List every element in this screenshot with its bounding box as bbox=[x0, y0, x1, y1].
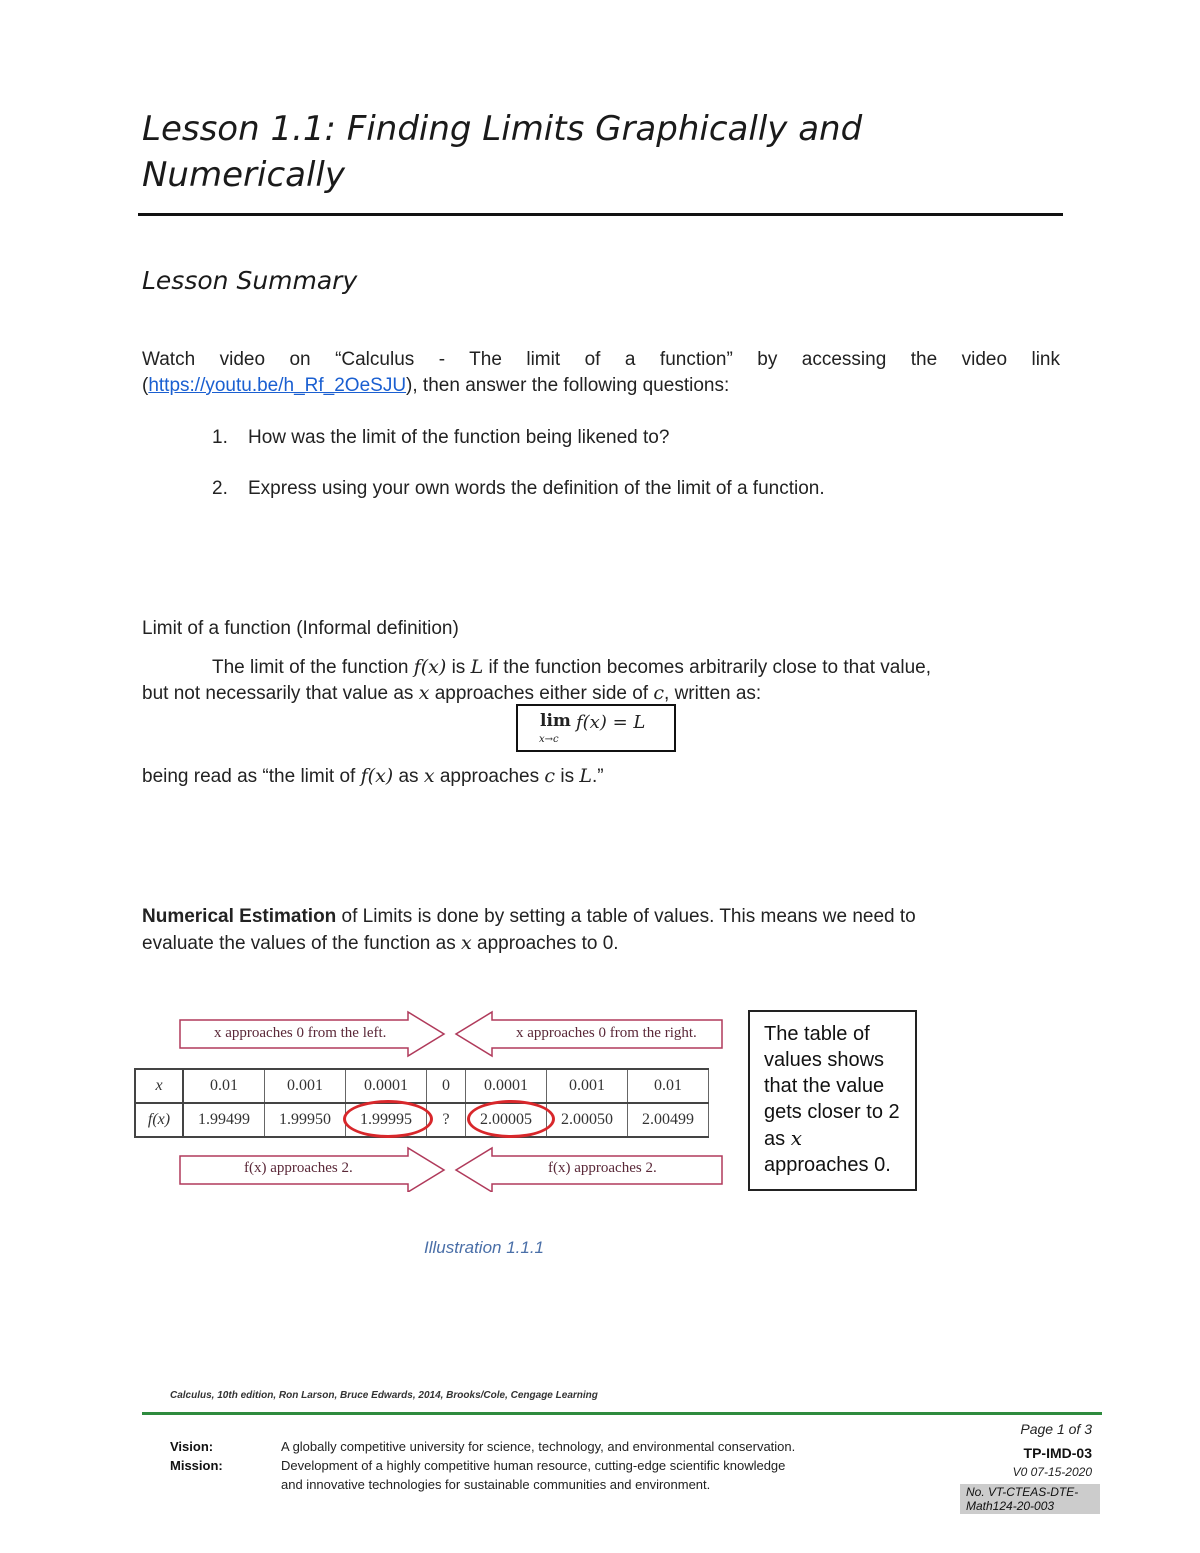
numerical-line-2 bbox=[142, 930, 619, 957]
label-left-approach: x approaches 0 from the left. bbox=[214, 1025, 387, 1041]
definition-line-2 bbox=[142, 680, 1062, 707]
read-as-line bbox=[142, 763, 604, 790]
mission-text-2: and innovative technologies for sustainable communities and environment. bbox=[281, 1477, 711, 1492]
lim-operator: lim bbox=[540, 711, 571, 731]
question-number: 2. bbox=[212, 478, 228, 499]
table-cell: 1.99499 bbox=[183, 1103, 265, 1137]
table-note-box bbox=[748, 1010, 917, 1191]
def-text: if the function becomes arbitrarily close to that value, bbox=[483, 657, 931, 678]
intro-paragraph bbox=[142, 347, 1060, 399]
highlight-circle-left bbox=[343, 1100, 433, 1138]
math-c: c bbox=[544, 765, 556, 787]
numerical-text: of Limits is done by setting a table of values. This means we need to bbox=[336, 906, 916, 927]
table-cell: 1.99995 bbox=[346, 1103, 427, 1137]
read-text: approaches bbox=[434, 766, 545, 787]
def-text: The limit of the function bbox=[212, 657, 414, 678]
definition-line-1 bbox=[212, 654, 1062, 681]
question-text: How was the limit of the function being likened to? bbox=[248, 427, 670, 448]
note-text: The table of values shows that the value gets closer to 2 as bbox=[764, 1023, 900, 1150]
table-cell: 0.0001 bbox=[466, 1069, 547, 1103]
row-label-fx: f(x) bbox=[135, 1103, 183, 1137]
math-fx: f(x) bbox=[413, 656, 447, 678]
vision-text: A globally competitive university for science, technology, and environmental conservation. bbox=[281, 1439, 796, 1454]
highlight-circle-right bbox=[467, 1100, 555, 1138]
title-line-1: Lesson 1.1: Finding Limits Graphically and bbox=[142, 109, 863, 149]
read-text: as bbox=[393, 766, 424, 787]
math-x: x bbox=[461, 932, 472, 954]
intro-line-1: Watch video on “Calculus - The limit of a function” by accessing the video link bbox=[142, 349, 1060, 370]
table-cell: 2.00499 bbox=[628, 1103, 709, 1137]
vision-mission-text bbox=[281, 1437, 921, 1494]
table-cell: 0 bbox=[427, 1069, 466, 1103]
title-line-2: Numerically bbox=[142, 155, 345, 195]
def-text: , written as: bbox=[664, 683, 762, 704]
label-right-approach: x approaches 0 from the right. bbox=[516, 1025, 697, 1041]
table-cell: 0.01 bbox=[628, 1069, 709, 1103]
math-x: x bbox=[790, 1126, 802, 1150]
question-2 bbox=[212, 476, 825, 502]
question-1 bbox=[212, 425, 669, 451]
intro-paren: ( bbox=[142, 375, 149, 396]
illustration-caption: Illustration 1.1.1 bbox=[424, 1238, 545, 1257]
math-L: L bbox=[470, 656, 484, 678]
video-link[interactable]: https://youtu.be/h_Rf_2OeSJU bbox=[148, 375, 407, 396]
doc-number-line-2: Math124-20-003 bbox=[966, 1499, 1055, 1513]
numerical-estimation-term: Numerical Estimation bbox=[142, 906, 337, 927]
def-text: is bbox=[446, 657, 471, 678]
intro-line-2: ), then answer the following questions: bbox=[406, 375, 730, 396]
table-cell: 2.00050 bbox=[547, 1103, 628, 1137]
table-cell: 0.01 bbox=[183, 1069, 265, 1103]
read-text: is bbox=[555, 766, 580, 787]
table-cell: 1.99950 bbox=[265, 1103, 346, 1137]
math-L: L bbox=[579, 765, 592, 787]
page-title bbox=[142, 106, 1062, 198]
footer-divider bbox=[142, 1412, 1102, 1415]
limit-formula-box bbox=[516, 704, 676, 752]
def-text: but not necessarily that value as bbox=[142, 683, 419, 704]
math-c: c bbox=[653, 682, 665, 704]
lim-expression: f(x) = L bbox=[576, 712, 646, 733]
read-text: being read as “the limit of bbox=[142, 766, 361, 787]
lim-subscript: x→c bbox=[539, 734, 559, 745]
math-fx: f(x) bbox=[360, 765, 394, 787]
mission-text-1: Development of a highly competitive human resource, cutting-edge scientific knowledge bbox=[281, 1458, 786, 1473]
version-date: V0 07-15-2020 bbox=[1012, 1465, 1092, 1479]
page-number: Page 1 of 3 bbox=[1020, 1421, 1092, 1437]
table-cell: 0.001 bbox=[547, 1069, 628, 1103]
numerical-text: approaches to 0. bbox=[471, 933, 619, 954]
mission-label: Mission: bbox=[170, 1458, 223, 1473]
row-label-x: x bbox=[135, 1069, 183, 1103]
def-text: approaches either side of bbox=[429, 683, 654, 704]
math-x: x bbox=[423, 765, 435, 787]
math-x: x bbox=[418, 682, 430, 704]
document-code: TP-IMD-03 bbox=[1023, 1445, 1092, 1461]
document-number-box bbox=[960, 1484, 1100, 1514]
read-text: .” bbox=[591, 766, 604, 787]
label-right-f-approach: f(x) approaches 2. bbox=[548, 1160, 657, 1176]
note-text: approaches 0. bbox=[764, 1154, 891, 1176]
question-number: 1. bbox=[212, 427, 228, 448]
table-cell: ? bbox=[427, 1103, 466, 1137]
numerical-line-1 bbox=[142, 904, 1062, 930]
lesson-summary-heading: Lesson Summary bbox=[142, 266, 358, 295]
table-cell: 2.00005 bbox=[466, 1103, 547, 1137]
numerical-text: evaluate the values of the function as bbox=[142, 933, 461, 954]
label-left-f-approach: f(x) approaches 2. bbox=[244, 1160, 353, 1176]
informal-definition-heading: Limit of a function (Informal definition) bbox=[142, 618, 459, 639]
question-text: Express using your own words the definition of the limit of a function. bbox=[248, 478, 825, 499]
citation: Calculus, 10th edition, Ron Larson, Bruce Edwards, 2014, Brooks/Cole, Cengage Learning bbox=[170, 1390, 598, 1401]
table-cell: 0.0001 bbox=[346, 1069, 427, 1103]
doc-number-line-1: No. VT-CTEAS-DTE- bbox=[966, 1485, 1079, 1499]
table-cell: 0.001 bbox=[265, 1069, 346, 1103]
table-row-x bbox=[135, 1069, 709, 1103]
vision-label: Vision: bbox=[170, 1439, 214, 1454]
title-divider bbox=[138, 213, 1063, 216]
